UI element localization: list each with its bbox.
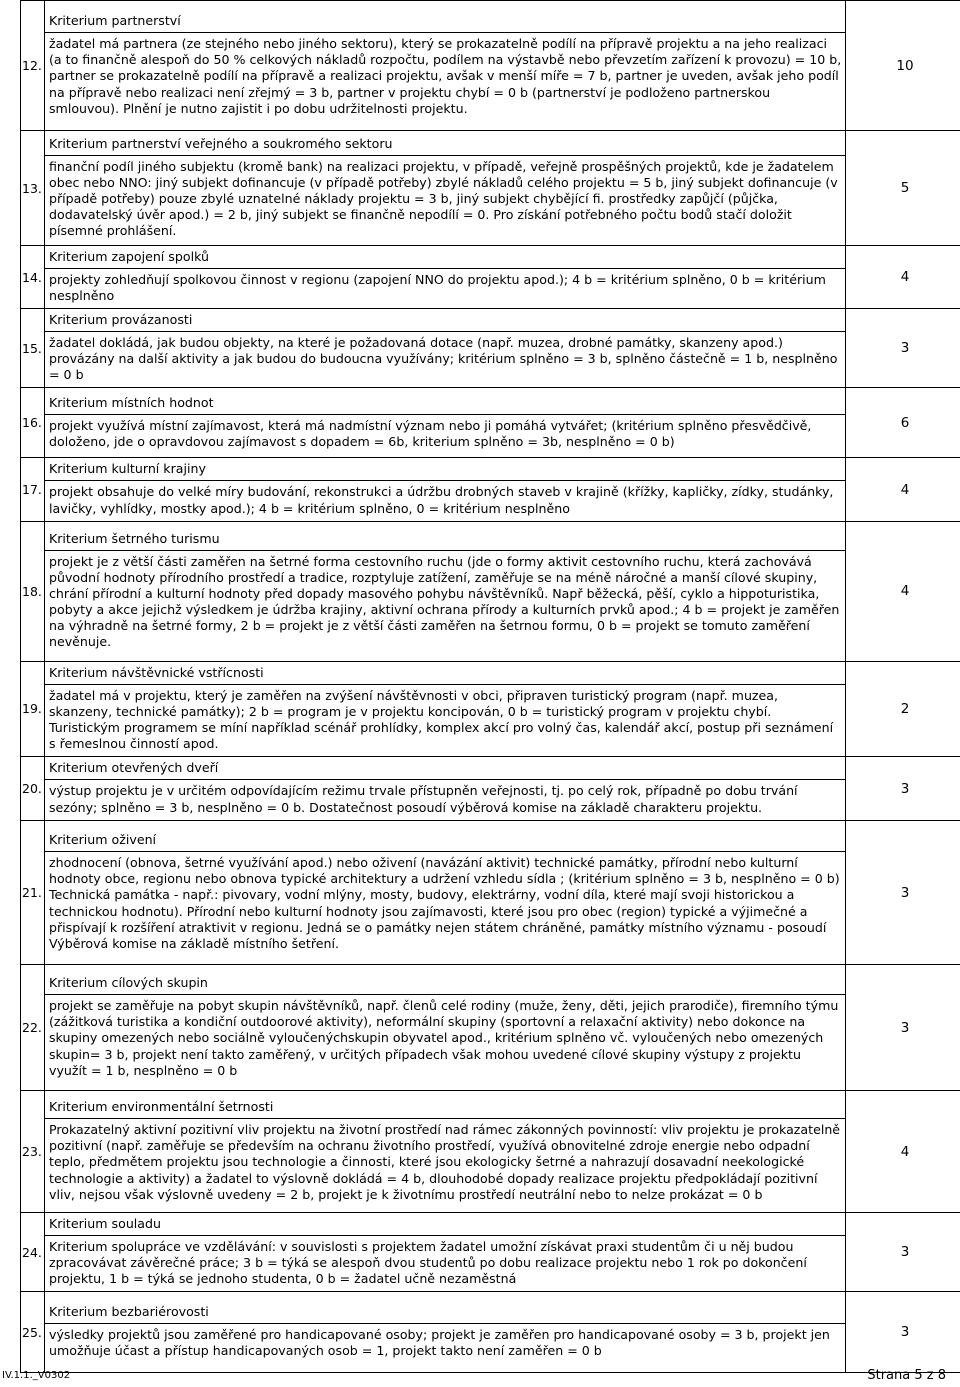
criterion-description: projekt se zaměřuje na pobyt skupin návštěvníků, např. členů celé rodiny (muže, ženy, děti, jejich prarodiče), firemního týmu (zážitková turistika a kondiční outdoorové aktivity), neformální skupiny (sportovní a relaxační aktivity) nebo dokonce na skupiny omezených nebo sociálně vyloučenýchskupin obyvatel apod., kritérium splněno vč. vyloučených nebo omezených skupin= 3 b, projekt není takto zaměřený, v určitých případech však mohou uvedené cílové skupiny výstupy z projektu využít = 1 b, nesplněno = 0 b xyxy=(49,998,839,1078)
criterion-score: 3 xyxy=(846,757,960,821)
criterion-description: zhodnocení (obnova, šetrné využívání apod.) nebo oživení (navázání aktivit) technické památky, přírodní nebo kulturní hodnoty obce, regionu nebo obnova typické architektury a udržení vzhledu sídla ; (kritérium splněno = 3 b, nesplněno = 0 b) Technická památka - např.: pivovary, vodní mlýny, mosty, budovy, elektrárny, vodní díla, které mají svoji historickou a technickou hodnotu). Přírodní nebo kulturní hodnoty jsou zajímavosti, které jsou pro obec (region) typické a výjimečné a přispívají k rozšíření atraktivit v regionu. Jedná se o památky nejen státem chráněné, památky místního významu - posoudí Výběrová komise na základě místního šetření. xyxy=(49,855,840,951)
page-number: Strana 5 z 8 xyxy=(867,1368,946,1383)
criterion-row xyxy=(21,309,960,388)
criterion-description: Kriterium spolupráce ve vzdělávání: v souvislosti s projektem žadatel umožní získávat praxi studentům či u něj budou zpracovávat závěrečné práce; 3 b = týká se alespoň dvou studentů po dobu realizace projektu nebo 1 rok po dokončení projektu, 1 b = týká se jednoho studenta, 0 b = žadatel učně nezaměstná xyxy=(49,1239,807,1287)
criterion-title: Kriterium šetrného turismu xyxy=(45,531,845,551)
criterion-body xyxy=(45,388,846,458)
criterion-title: Kriterium souladu xyxy=(45,1216,845,1236)
criterion-score: 4 xyxy=(846,1091,960,1213)
document-code: IV.1.1._V0302 xyxy=(2,1370,71,1381)
criterion-body xyxy=(45,965,846,1091)
criterion-row xyxy=(21,388,960,458)
criterion-number: 20. xyxy=(21,757,45,821)
criterion-row xyxy=(21,1091,960,1213)
criterion-body xyxy=(45,1,846,131)
criterion-score: 3 xyxy=(846,965,960,1091)
criterion-row xyxy=(21,1292,960,1373)
criterion-row xyxy=(21,757,960,821)
criterion-number: 23. xyxy=(21,1091,45,1213)
criterion-description: žadatel má partnera (ze stejného nebo jiného sektoru), který se prokazatelně podílí na přípravě projektu a na jeho realizaci (a to finančně alespoň do 50 % celkových nákladů rozpočtu, podílem na výstavbě nebo převzetím zařízení k provozu) = 10 b, partner se prokazatelně podílí na přípravě a realizaci projektu, avšak v menší míře = 7 b, partner je uveden, avšak jeho podíl na přípravě nebo realizaci není zřejmý = 3 b, partner v projektu chybí = 0 b (partnerství je podloženo partnerskou smlouvou). Plnění je nutno zajistit i po dobu udržitelnosti projektu. xyxy=(49,36,842,116)
criterion-title: Kriterium kulturní krajiny xyxy=(45,461,845,481)
criterion-description: projekt je z větší části zaměřen na šetrné forma cestovního ruchu (jde o formy aktivit cestovního ruchu, která zachovává původní hodnoty přírodního prostředí a tradice, rozptyluje zatížení, zaměřuje se na méně náročné a manší cílové skupiny, chrání přírodní a kulturní hodnoty před dopady masového pohybu návštěvníků. Např běžecká, pěší, cyklo a hippoturistika, pobyty a akce jejichž výsledkem je údržba krajiny, aktivní ochrana přírody a kulturních prvků apod.; 4 b = projekt je zaměřen na výhradně na šetrné formy, 2 b = projekt je z větší části zaměřen na šetrnou formu, 0 b = projekt se tomuto zaměření nevěnuje. xyxy=(49,553,840,650)
criterion-title: Kriterium zapojení spolků xyxy=(45,249,845,269)
criterion-title: Kriterium místních hodnot xyxy=(45,395,845,415)
criterion-title: Kriterium otevřených dveří xyxy=(45,760,845,780)
criterion-score: 3 xyxy=(846,1292,960,1373)
criterion-score: 4 xyxy=(846,246,960,309)
criterion-description: projekty zohledňují spolkovou činnost v regionu (zapojení NNO do projektu apod.); 4 b = kritérium splněno, 0 b = kritérium nesplněno xyxy=(49,272,826,304)
criterion-score: 3 xyxy=(846,821,960,965)
criterion-row xyxy=(21,965,960,1091)
criterion-score: 5 xyxy=(846,131,960,246)
criterion-number: 19. xyxy=(21,661,45,756)
criterion-score: 10 xyxy=(846,1,960,131)
criterion-row xyxy=(21,821,960,965)
criterion-score: 3 xyxy=(846,309,960,388)
criterion-title: Kriterium partnerství xyxy=(45,13,845,33)
criterion-body xyxy=(45,757,846,821)
criterion-row xyxy=(21,458,960,521)
criterion-row xyxy=(21,131,960,246)
criterion-description: výstup projektu je v určitém odpovídajícím režimu trvale přístupněn veřejnosti, tj. po celý rok, případně po dobu trvání sezóny; splněno = 3 b, nesplněno = 0 b. Dostatečnost posoudí výběrová komise na základě charakteru projektu. xyxy=(49,783,798,815)
criterion-score: 3 xyxy=(846,1213,960,1292)
criterion-title: Kriterium provázanosti xyxy=(45,312,845,332)
criterion-body xyxy=(45,1292,846,1373)
criterion-row xyxy=(21,1,960,131)
criterion-score: 4 xyxy=(846,458,960,521)
criterion-row xyxy=(21,521,960,661)
criterion-number: 15. xyxy=(21,309,45,388)
criterion-number: 24. xyxy=(21,1213,45,1292)
criterion-body xyxy=(45,1213,846,1292)
criterion-score: 6 xyxy=(846,388,960,458)
criterion-body xyxy=(45,821,846,965)
criterion-description: finanční podíl jiného subjektu (kromě bank) na realizaci projektu, v případě, veřejně prospěšných projektů, kde je žadatelem obec nebo NNO: jiný subjekt dofinancuje (v případě potřeby) zbylé nákladů celého projektu = 5 b, jiný subjekt dofinancuje (v případě potřeby) pouze zbylé uznatelné náklady projektu = 3 b, jiný subjekt chybějící fi. prostředky zapůjčí (půjčka, dodavatelský úvěr apod.) = 2 b, jiný subjekt se finančně nepodílí = 0. Pro získání potřebného počtu bodů stačí doložit písemné prohlášení. xyxy=(49,158,838,239)
criterion-score: 4 xyxy=(846,521,960,661)
criterion-number: 17. xyxy=(21,458,45,521)
criterion-title: Kriterium oživení xyxy=(45,832,845,852)
criteria-table xyxy=(20,0,960,1373)
criterion-description: projekt obsahuje do velké míry budování, rekonstrukci a údržbu drobných staveb v krajině (křížky, kapličky, zídky, studánky, lavičky, vyhlídky, mostky apod.); 4 b = kritérium splněno, 0 = kritérium nesplněno xyxy=(49,484,834,516)
criterion-row xyxy=(21,246,960,309)
criterion-row xyxy=(21,661,960,756)
criterion-title: Kriterium partnerství veřejného a soukromého sektoru xyxy=(45,136,845,156)
criterion-description: žadatel má v projektu, který je zaměřen na zvýšení návštěvnosti v obci, připraven turistický program (např. muzea, skanzeny, technické památky); 2 b = program je v projektu koncipován, 0 b = turistický program v projektu chybí. Turistickým programem se míní například scénář prohlídky, komplex akcí pro volný čas, kalendář akcí, postup při seznámení s řemeslnou činností apod. xyxy=(49,687,834,751)
criterion-number: 16. xyxy=(21,388,45,458)
criterion-number: 14. xyxy=(21,246,45,309)
criterion-number: 18. xyxy=(21,521,45,661)
criterion-body xyxy=(45,246,846,309)
criterion-title: Kriterium bezbariérovosti xyxy=(45,1304,845,1324)
criterion-title: Kriterium environmentální šetrnosti xyxy=(45,1099,845,1119)
criterion-description: žadatel dokládá, jak budou objekty, na které je požadovaná dotace (např. muzea, drobné památky, skanzeny apod.) provázány na další aktivity a jak budou do budoucna využívány; kritérium splněno = 3 b, splněno částečně = 1 b, nesplněno = 0 b xyxy=(49,335,838,383)
criterion-number: 21. xyxy=(21,821,45,965)
criterion-title: Kriterium návštěvnické vstřícnosti xyxy=(45,665,845,685)
criterion-number: 25. xyxy=(21,1292,45,1373)
criterion-score: 2 xyxy=(846,661,960,756)
criterion-number: 13. xyxy=(21,131,45,246)
criterion-body xyxy=(45,131,846,246)
criterion-body xyxy=(45,661,846,756)
criterion-body xyxy=(45,458,846,521)
criterion-number: 12. xyxy=(21,1,45,131)
criterion-description: projekt využívá místní zajímavost, která má nadmístní význam nebo ji pomáhá vytvářet; (kritérium splněno přesvědčivě, doloženo, jde o opravdovou zajímavost s dopadem = 6b, kriterium splněno = 3b, nesplněno = 0 b) xyxy=(49,417,812,449)
criterion-body xyxy=(45,521,846,661)
criterion-title: Kriterium cílových skupin xyxy=(45,975,845,995)
criterion-description: výsledky projektů jsou zaměřené pro handicapované osoby; projekt je zaměřen pro handicapované osoby = 3 b, projekt jen umožňuje účast a přístup handicapovaných osob = 1, projekt takto není zaměřen = 0 b xyxy=(49,1327,830,1359)
criterion-body xyxy=(45,1091,846,1213)
criterion-body xyxy=(45,309,846,388)
criterion-description: Prokazatelný aktivní pozitivní vliv projektu na životní prostředí nad rámec zákonných povinností: vliv projektu je prokazatelně pozitivní (např. zaměřuje se především na ochranu životního prostředí, využívá obnovitelné zdroje energie nebo odpadní teplo, předmětem projektu jsou technologie a činnosti, které jsou ekologicky šetrné a nahrazují dosavadní neekologické technologie a aktivity) a žadatel to výslovně dokládá = 4 b, dlouhodobé dopady realizace projektu předpokládají pozitivní vliv, nejsou však výslovně uvedeny = 2 b, projekt je k životnímu prostředí neutrální nebo to nelze prokázat = 0 b xyxy=(49,1122,841,1202)
criterion-row xyxy=(21,1213,960,1292)
criterion-number: 22. xyxy=(21,965,45,1091)
